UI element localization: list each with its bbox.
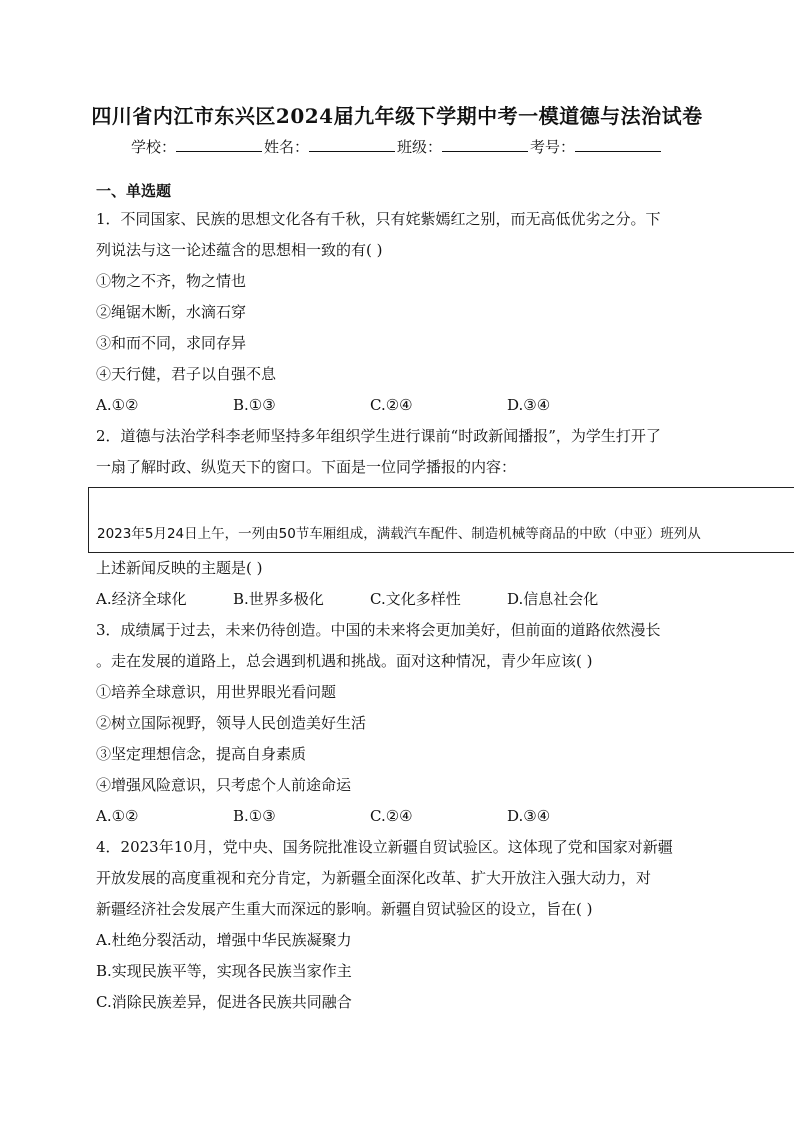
option-c[interactable]: C.②④ xyxy=(370,807,413,825)
question-stem: 一扇了解时政、纵览天下的窗口。下面是一位同学播报的内容： xyxy=(96,458,517,476)
statement: ②树立国际视野，领导人民创造美好生活 xyxy=(96,714,367,732)
statement: ①培养全球意识，用世界眼光看问题 xyxy=(96,683,337,701)
options-row xyxy=(96,584,696,615)
statement: ③坚定理想信念，提高自身素质 xyxy=(96,745,307,763)
option-a[interactable]: A.①② xyxy=(96,396,139,414)
student-info-row xyxy=(0,136,794,157)
option-c[interactable]: C.②④ xyxy=(370,396,413,414)
exam-number-label: 考号： xyxy=(530,138,576,156)
statement: ②绳锯木断，水滴石穿 xyxy=(96,303,247,321)
question-4 xyxy=(96,832,696,1018)
question-stem: 4．2023年10月，党中央、国务院批准设立新疆自贸试验区。这体现了党和国家对新疆 xyxy=(96,838,673,856)
option-b[interactable]: B.①③ xyxy=(233,396,276,414)
question-2 xyxy=(96,421,701,615)
statement: ①物之不齐，物之情也 xyxy=(96,272,247,290)
option-d[interactable]: D.③④ xyxy=(507,396,551,414)
option-d[interactable]: D.信息社会化 xyxy=(507,590,599,608)
statement: ③和而不同，求同存异 xyxy=(96,334,247,352)
question-1 xyxy=(96,204,696,421)
news-box xyxy=(88,487,794,553)
question-stem: 2．道德与法治学科李老师坚持多年组织学生进行课前“时政新闻播报”，为学生打开了 xyxy=(96,427,661,445)
question-stem: 3．成绩属于过去，未来仍待创造。中国的未来将会更加美好，但前面的道路依然漫长 xyxy=(96,621,661,639)
options-row xyxy=(96,390,696,421)
question-stem: 列说法与这一论述蕴含的思想相一致的有( ) xyxy=(96,241,383,259)
option-a[interactable]: A.杜绝分裂活动，增强中华民族凝聚力 xyxy=(96,931,352,949)
option-d[interactable]: D.③④ xyxy=(507,807,551,825)
question-3 xyxy=(96,615,696,832)
statement: ④增强风险意识，只考虑个人前途命运 xyxy=(96,776,352,794)
option-a[interactable]: A.①② xyxy=(96,807,139,825)
question-stem: 。走在发展的道路上，总会遇到机遇和挑战。面对这种情况，青少年应该( ) xyxy=(96,652,593,670)
class-blank[interactable] xyxy=(442,137,528,152)
question-stem: 新疆经济社会发展产生重大而深远的影响。新疆自贸试验区的设立，旨在( ) xyxy=(96,900,593,918)
option-c[interactable]: C.文化多样性 xyxy=(370,590,461,608)
school-blank[interactable] xyxy=(176,137,262,152)
question-stem: 开放发展的高度重视和充分肯定，为新疆全面深化改革、扩大开放注入强大动力，对 xyxy=(96,869,652,887)
option-c[interactable]: C.消除民族差异，促进各民族共同融合 xyxy=(96,993,352,1011)
name-label: 姓名： xyxy=(263,138,309,156)
question-prompt: 上述新闻反映的主题是( ) xyxy=(96,559,263,577)
options-row xyxy=(96,801,696,832)
option-b[interactable]: B.实现民族平等，实现各民族当家作主 xyxy=(96,962,352,980)
news-text: 2023年5月24日上午，一列由50节车厢组成，满载汽车配件、制造机械等商品的中欧（中亚）班列从 xyxy=(97,526,701,542)
exam-number-blank[interactable] xyxy=(575,137,661,152)
exam-title: 四川省内江市东兴区2024届九年级下学期中考一模道德与法治试卷 xyxy=(91,104,703,128)
question-stem: 1．不同国家、民族的思想文化各有千秋，只有姹紫嫣红之别，而无高低优劣之分。下 xyxy=(96,210,661,228)
question-list xyxy=(96,178,701,1018)
option-b[interactable]: B.①③ xyxy=(233,807,276,825)
option-a[interactable]: A.经济全球化 xyxy=(96,590,187,608)
class-label: 班级： xyxy=(397,138,443,156)
school-label: 学校： xyxy=(130,138,176,156)
section-heading: 一、单选题 xyxy=(96,182,172,200)
statement: ④天行健，君子以自强不息 xyxy=(96,365,277,383)
name-blank[interactable] xyxy=(309,137,395,152)
option-b[interactable]: B.世界多极化 xyxy=(233,590,324,608)
